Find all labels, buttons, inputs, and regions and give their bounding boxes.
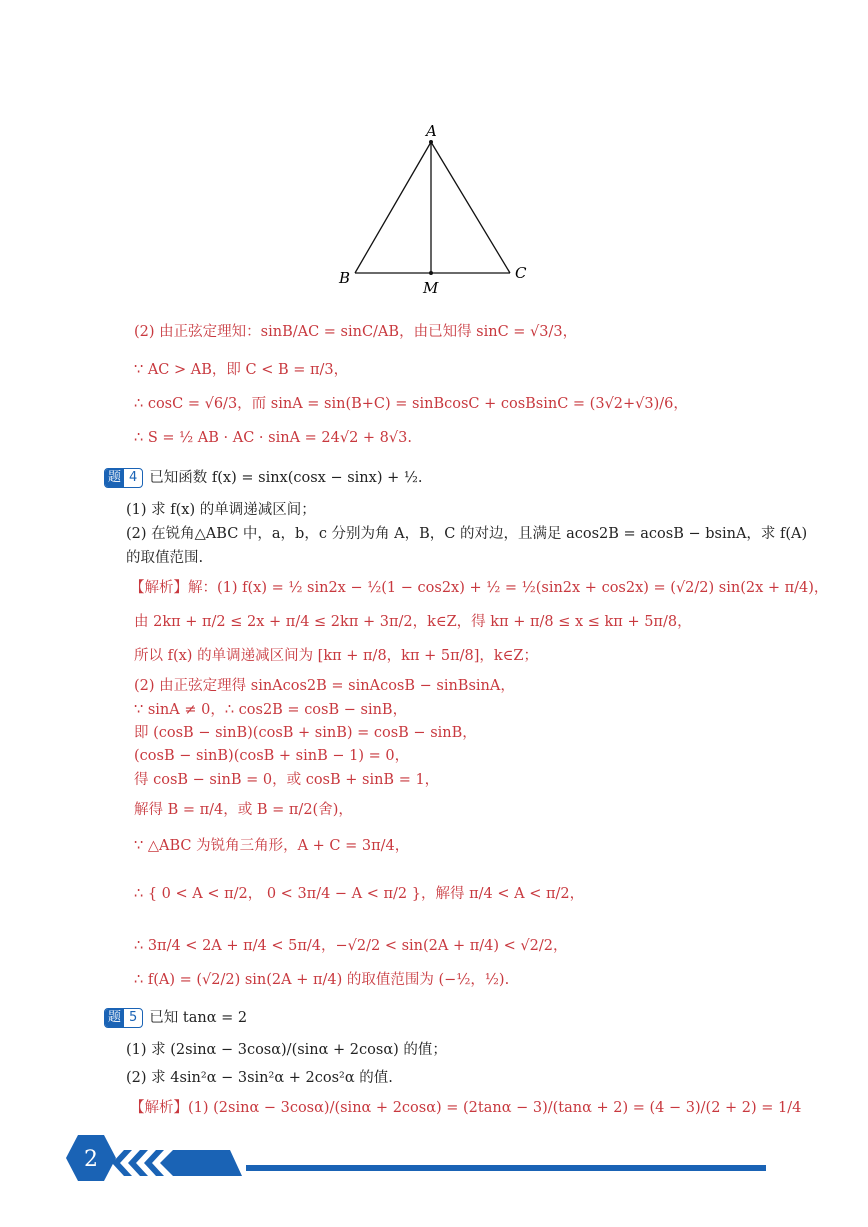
vertex-c-label: C: [515, 264, 527, 282]
q4-solution-line-6: 即 (cosB − sinB)(cosB + sinB) = cosB − sinB，: [134, 725, 477, 741]
q4-solution-line-4: (2) 由正弦定理得 sinAcos2B = sinAcosB − sinBsinA，: [134, 678, 515, 694]
question-5-stem: 已知 tanα = 2: [149, 1010, 248, 1026]
vertex-a-label: A: [426, 122, 437, 140]
chevron-decoration-icon: [112, 1148, 242, 1178]
q5-part-2: (2) 求 4sin²α − 3sin²α + 2cos²α 的值.: [126, 1070, 393, 1086]
page-number: 2: [84, 1147, 98, 1172]
q4-solution-line-3: 所以 f(x) 的单调递减区间为 [kπ + π/8，kπ + 5π/8]，k∈Z；: [134, 648, 538, 664]
q4-solution-line-12: ∴ 3π/4 < 2A + π/4 < 5π/4，−√2/2 < sin(2A + π/4) < √2/2，: [134, 938, 568, 954]
question-5-badge: 题 5: [104, 1008, 143, 1028]
q4-solution-line-11: ∴ { 0 < A < π/2， 0 < 3π/4 − A < π/2 }，解得 π/4 < A < π/2，: [134, 886, 585, 902]
jiexi-label-4: 【解析】: [130, 580, 188, 596]
triangle-figure: [330, 120, 540, 295]
point-m-label: M: [423, 279, 439, 295]
q4-solution-line-1: 【解析】解：(1) f(x) = ½ sin2x − ½(1 − cos2x) + ½ = ½(sin2x + cos2x) = (√2/2) sin(2x + π/4)，: [130, 580, 829, 596]
page-number-badge: [66, 1133, 116, 1183]
q4-solution-line-2: 由 2kπ + π/2 ≤ 2x + π/4 ≤ 2kπ + 3π/2，k∈Z，得 kπ + π/8 ≤ x ≤ kπ + 5π/8，: [134, 614, 692, 630]
question-5-header: [104, 1008, 247, 1028]
q5-solution-line-1: 【解析】(1) (2sinα − 3cosα)/(sinα + 2cosα) = (2tanα − 3)/(tanα + 2) = (4 − 3)/(2 + 2) = 1/4: [130, 1100, 802, 1116]
jiexi-label-5: 【解析】: [130, 1100, 188, 1116]
q4-solution-line-13: ∴ f(A) = (√2/2) sin(2A + π/4) 的取值范围为 (−½，½).: [134, 972, 510, 988]
q4-solution-line-8: 得 cosB − sinB = 0，或 cosB + sinB = 1，: [134, 772, 440, 788]
question-4-stem: 已知函数 f(x) = sinx(cosx − sinx) + ½.: [149, 470, 423, 486]
q4-part-1: (1) 求 f(x) 的单调递减区间；: [126, 502, 316, 518]
q4-solution-line-7: (cosB − sinB)(cosB + sinB − 1) = 0，: [134, 748, 410, 764]
question-4-badge: 题 4: [104, 468, 143, 488]
prev-sol-line-4: ∴ S = ½ AB · AC · sinA = 24√2 + 8√3.: [134, 430, 412, 446]
q5-part-1: (1) 求 (2sinα − 3cosα)/(sinα + 2cosα) 的值；: [126, 1042, 447, 1058]
q4-part-2: (2) 在锐角△ABC 中，a，b，c 分别为角 A，B，C 的对边，且满足 acos2B = acosB − bsinA，求 f(A): [126, 526, 808, 542]
prev-sol-line-2: ∵ AC > AB，即 C < B = π/3，: [134, 362, 349, 378]
question-4-header: [104, 468, 423, 488]
footer-rule: [246, 1165, 766, 1171]
q4-part-2-cont: 的取值范围.: [126, 550, 204, 566]
q4-solution-line-10: ∵ △ABC 为锐角三角形，A + C = 3π/4，: [134, 838, 410, 854]
vertex-b-label: B: [339, 269, 351, 287]
q4-solution-line-5: ∵ sinA ≠ 0，∴ cos2B = cosB − sinB，: [134, 702, 408, 718]
prev-sol-line-3: ∴ cosC = √6/3，而 sinA = sin(B+C) = sinBcosC + cosBsinC = (3√2+√3)/6，: [134, 396, 688, 412]
prev-sol-line-1: (2) 由正弦定理知：sinB/AC = sinC/AB，由已知得 sinC = √3/3，: [134, 324, 578, 340]
q4-solution-line-9: 解得 B = π/4，或 B = π/2(舍)，: [134, 802, 353, 818]
